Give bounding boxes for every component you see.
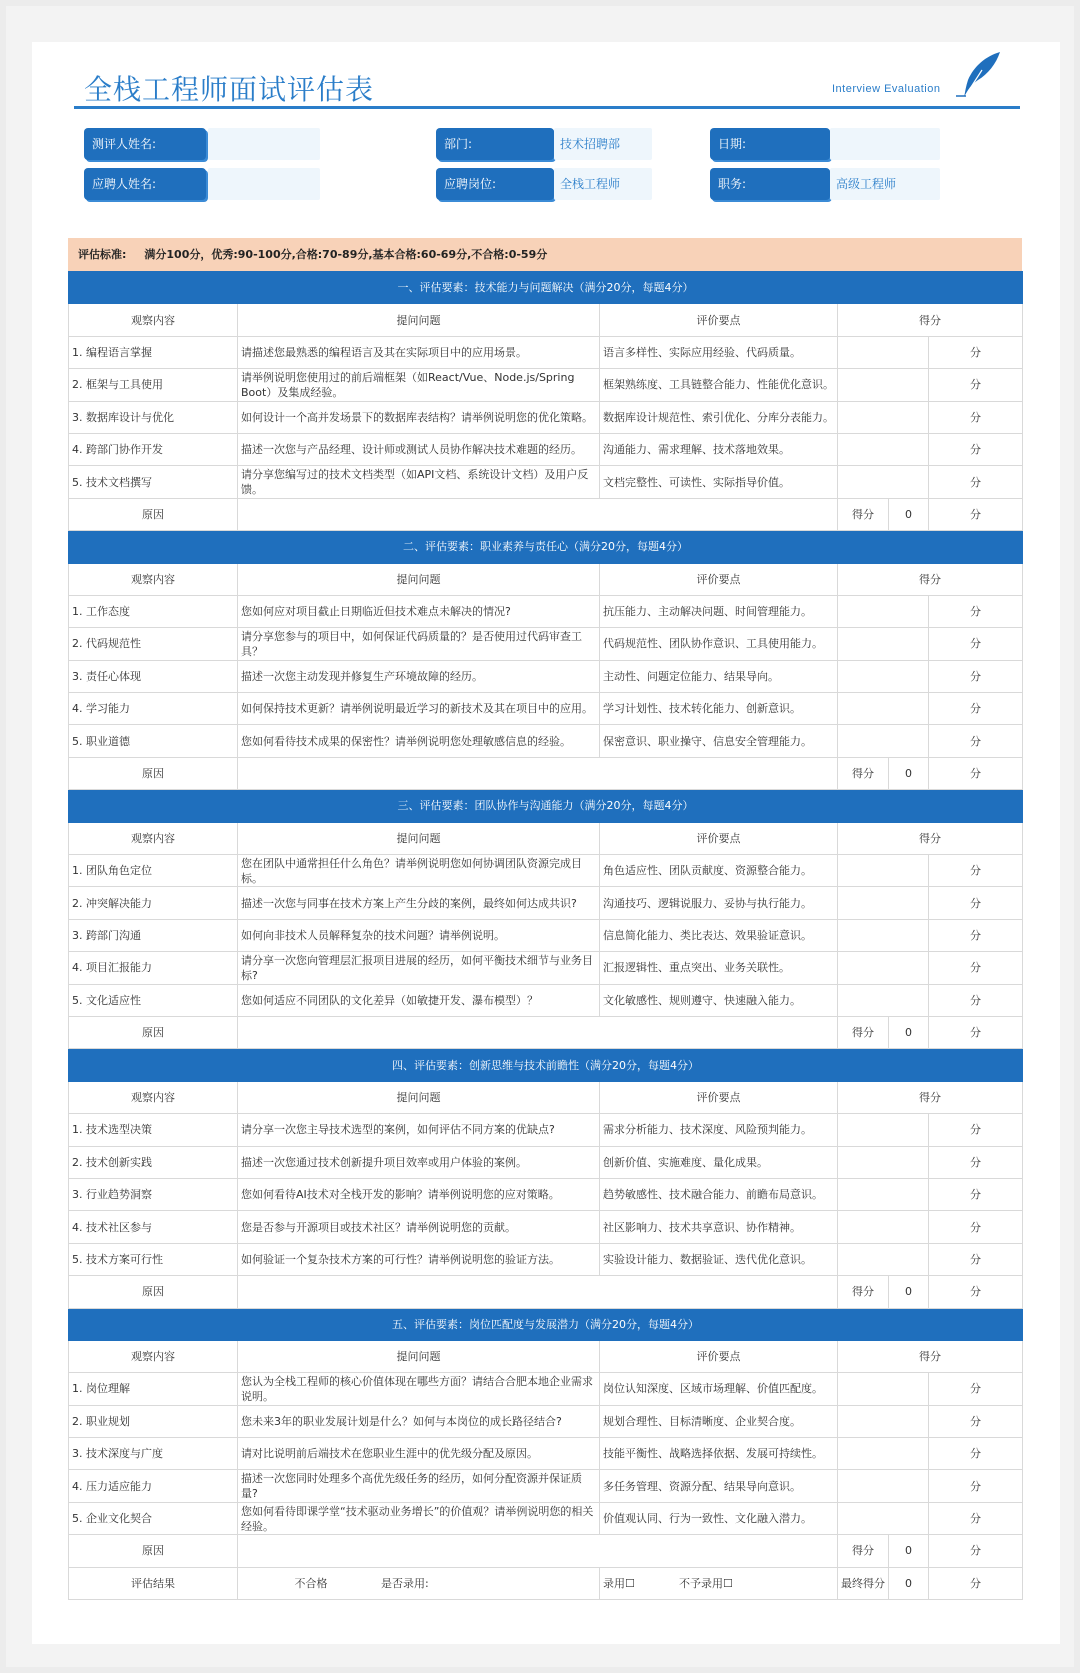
points-cell: 抗压能力、主动解决问题、时间管理能力。 <box>600 595 838 627</box>
candidate-label: 应聘人姓名: <box>84 168 206 200</box>
score-input-cell[interactable] <box>838 1470 929 1502</box>
score-input-cell[interactable] <box>838 887 929 919</box>
table-row <box>69 1502 1023 1534</box>
section-title: 四、评估要素：创新思维与技术前瞻性（满分20分，每题4分） <box>69 1049 1023 1081</box>
table-row <box>69 628 1023 660</box>
col-content-header: 观察内容 <box>69 304 238 336</box>
score-input-cell[interactable] <box>838 660 929 692</box>
score-unit: 分 <box>929 952 1023 984</box>
question-cell: 描述一次您主动发现并修复生产环境故障的经历。 <box>238 660 600 692</box>
col-score-header: 得分 <box>838 822 1023 854</box>
score-unit: 分 <box>929 1470 1023 1502</box>
col-points-header: 评价要点 <box>600 563 838 595</box>
table-row <box>69 660 1023 692</box>
question-cell: 您是否参与开源项目或技术社区？请举例说明您的贡献。 <box>238 1211 600 1243</box>
score-unit: 分 <box>929 725 1023 757</box>
col-content-header: 观察内容 <box>69 1340 238 1372</box>
score-unit: 分 <box>929 984 1023 1016</box>
hire-options <box>600 1567 838 1599</box>
question-cell: 请分享您参与的项目中，如何保证代码质量的？是否使用过代码审查工具？ <box>238 628 600 660</box>
question-cell: 您如何看待AI技术对全栈开发的影响？请举例说明您的应对策略。 <box>238 1178 600 1210</box>
table-row <box>69 369 1023 401</box>
points-cell: 文化敏感性、规则遵守、快速融入能力。 <box>600 984 838 1016</box>
points-cell: 创新价值、实施难度、量化成果。 <box>600 1146 838 1178</box>
score-input-cell[interactable] <box>838 1438 929 1470</box>
table-row <box>69 855 1023 887</box>
table-row <box>69 433 1023 465</box>
reason-row <box>69 1535 1023 1567</box>
reason-input[interactable] <box>238 498 838 530</box>
col-question-header: 提问问题 <box>238 304 600 336</box>
score-input-cell[interactable] <box>838 1178 929 1210</box>
score-input-cell[interactable] <box>838 725 929 757</box>
hire-yes-checkbox[interactable]: 录用☐ <box>603 1576 635 1590</box>
item-cell: 5. 文化适应性 <box>69 984 238 1016</box>
evaluation-table <box>68 271 1023 1600</box>
score-unit: 分 <box>929 1502 1023 1534</box>
col-question-header: 提问问题 <box>238 563 600 595</box>
points-cell: 价值观认同、行为一致性、文化融入潜力。 <box>600 1502 838 1534</box>
points-cell: 需求分析能力、技术深度、风险预判能力。 <box>600 1114 838 1146</box>
col-score-header: 得分 <box>838 563 1023 595</box>
question-cell: 如何设计一个高并发场景下的数据库表结构？请举例说明您的优化策略。 <box>238 401 600 433</box>
table-row <box>69 1405 1023 1437</box>
points-cell: 岗位认知深度、区域市场理解、价值匹配度。 <box>600 1373 838 1405</box>
item-cell: 3. 数据库设计与优化 <box>69 401 238 433</box>
subtotal-value: 0 <box>889 757 929 789</box>
col-score-header: 得分 <box>838 1081 1023 1113</box>
item-cell: 1. 技术选型决策 <box>69 1114 238 1146</box>
section-title: 三、评估要素：团队协作与沟通能力（满分20分，每题4分） <box>69 790 1023 822</box>
job-title-label: 职务: <box>710 168 830 200</box>
points-cell: 框架熟练度、工具链整合能力、性能优化意识。 <box>600 369 838 401</box>
question-cell: 您如何看待即课学堂“技术驱动业务增长”的价值观？请举例说明您的相关经验。 <box>238 1502 600 1534</box>
item-cell: 5. 技术文档撰写 <box>69 466 238 498</box>
item-cell: 4. 项目汇报能力 <box>69 952 238 984</box>
standard-label: 评估标准: <box>78 248 127 261</box>
score-unit: 分 <box>929 401 1023 433</box>
score-unit: 分 <box>929 919 1023 951</box>
item-cell: 1. 团队角色定位 <box>69 855 238 887</box>
subtotal-unit: 分 <box>929 1535 1023 1567</box>
position-field[interactable]: 全栈工程师 <box>554 168 652 200</box>
table-row <box>69 1243 1023 1275</box>
table-row <box>69 1114 1023 1146</box>
col-content-header: 观察内容 <box>69 563 238 595</box>
score-input-cell[interactable] <box>838 595 929 627</box>
score-unit: 分 <box>929 660 1023 692</box>
item-cell: 4. 学习能力 <box>69 693 238 725</box>
question-cell: 描述一次您与同事在技术方案上产生分歧的案例，最终如何达成共识? <box>238 887 600 919</box>
table-row <box>69 401 1023 433</box>
page-title: 全栈工程师面试评估表 <box>84 73 375 106</box>
points-cell: 学习计划性、技术转化能力、创新意识。 <box>600 693 838 725</box>
points-cell: 规划合理性、目标清晰度、企业契合度。 <box>600 1405 838 1437</box>
score-unit: 分 <box>929 1178 1023 1210</box>
col-score-header: 得分 <box>838 1340 1023 1372</box>
hire-label: 是否录用: <box>381 1576 429 1590</box>
feather-pen-icon <box>956 50 1002 100</box>
table-row <box>69 595 1023 627</box>
table-row <box>69 1211 1023 1243</box>
column-header-row <box>69 563 1023 595</box>
result-label: 评估结果 <box>69 1567 238 1599</box>
table-row <box>69 693 1023 725</box>
table-row <box>69 1146 1023 1178</box>
page-frame <box>6 6 1074 1667</box>
title-underline <box>74 106 1020 109</box>
final-score-unit: 分 <box>929 1567 1023 1599</box>
col-question-header: 提问问题 <box>238 822 600 854</box>
candidate-field[interactable] <box>208 168 320 200</box>
score-input-cell[interactable] <box>838 466 929 498</box>
column-header-row <box>69 1081 1023 1113</box>
question-cell: 如何向非技术人员解释复杂的技术问题？请举例说明。 <box>238 919 600 951</box>
reason-row <box>69 1016 1023 1048</box>
reason-label: 原因 <box>69 1276 238 1308</box>
section-header <box>69 1049 1023 1081</box>
column-header-row <box>69 822 1023 854</box>
reason-label: 原因 <box>69 757 238 789</box>
section-title: 五、评估要素：岗位匹配度与发展潜力（满分20分，每题4分） <box>69 1308 1023 1340</box>
subtotal-label: 得分 <box>838 757 889 789</box>
score-unit: 分 <box>929 628 1023 660</box>
table-row <box>69 466 1023 498</box>
col-question-header: 提问问题 <box>238 1081 600 1113</box>
subtotal-value: 0 <box>889 1016 929 1048</box>
item-cell: 5. 职业道德 <box>69 725 238 757</box>
score-input-cell[interactable] <box>838 1211 929 1243</box>
question-cell: 请描述您最熟悉的编程语言及其在实际项目中的应用场景。 <box>238 336 600 368</box>
column-header-row <box>69 1340 1023 1372</box>
table-row <box>69 1438 1023 1470</box>
section-title: 二、评估要素：职业素养与责任心（满分20分，每题4分） <box>69 531 1023 563</box>
score-input-cell[interactable] <box>838 401 929 433</box>
question-cell: 您如何看待技术成果的保密性？请举例说明您处理敏感信息的经验。 <box>238 725 600 757</box>
score-unit: 分 <box>929 693 1023 725</box>
score-input-cell[interactable] <box>838 433 929 465</box>
date-field[interactable] <box>830 128 940 160</box>
points-cell: 主动性、问题定位能力、结果导向。 <box>600 660 838 692</box>
col-points-header: 评价要点 <box>600 1081 838 1113</box>
table-row <box>69 984 1023 1016</box>
col-score-header: 得分 <box>838 304 1023 336</box>
item-cell: 3. 行业趋势洞察 <box>69 1178 238 1210</box>
reason-input[interactable] <box>238 1276 838 1308</box>
col-points-header: 评价要点 <box>600 304 838 336</box>
subtotal-label: 得分 <box>838 498 889 530</box>
col-points-header: 评价要点 <box>600 1340 838 1372</box>
question-cell: 请分享一次您向管理层汇报项目进展的经历，如何平衡技术细节与业务目标? <box>238 952 600 984</box>
final-score-value: 0 <box>889 1567 929 1599</box>
item-cell: 3. 跨部门沟通 <box>69 919 238 951</box>
evaluation-standard <box>68 238 1022 271</box>
score-input-cell[interactable] <box>838 1502 929 1534</box>
table-row <box>69 725 1023 757</box>
col-points-header: 评价要点 <box>600 822 838 854</box>
section-title: 一、评估要素：技术能力与问题解决（满分20分，每题4分） <box>69 272 1023 304</box>
item-cell: 2. 技术创新实践 <box>69 1146 238 1178</box>
item-cell: 2. 职业规划 <box>69 1405 238 1437</box>
score-input-cell[interactable] <box>838 369 929 401</box>
score-input-cell[interactable] <box>838 693 929 725</box>
evaluation-sheet <box>32 42 1060 1644</box>
question-cell: 描述一次您通过技术创新提升项目效率或用户体验的案例。 <box>238 1146 600 1178</box>
score-input-cell[interactable] <box>838 1114 929 1146</box>
question-cell: 请分享一次您主导技术选型的案例，如何评估不同方案的优缺点? <box>238 1114 600 1146</box>
question-cell: 您在团队中通常担任什么角色？请举例说明您如何协调团队资源完成目标。 <box>238 855 600 887</box>
question-cell: 如何验证一个复杂技术方案的可行性？请举例说明您的验证方法。 <box>238 1243 600 1275</box>
subtotal-label: 得分 <box>838 1276 889 1308</box>
question-cell: 请对比说明前后端技术在您职业生涯中的优先级分配及原因。 <box>238 1438 600 1470</box>
reason-row <box>69 498 1023 530</box>
points-cell: 保密意识、职业操守、信息安全管理能力。 <box>600 725 838 757</box>
result-row <box>69 1567 1023 1599</box>
reason-input[interactable] <box>238 757 838 789</box>
section-header <box>69 272 1023 304</box>
item-cell: 3. 责任心体现 <box>69 660 238 692</box>
question-cell: 请分享您编写过的技术文档类型（如API文档、系统设计文档）及用户反馈。 <box>238 466 600 498</box>
reason-label: 原因 <box>69 498 238 530</box>
item-cell: 4. 技术社区参与 <box>69 1211 238 1243</box>
score-input-cell[interactable] <box>838 919 929 951</box>
points-cell: 实验设计能力、数据验证、迭代优化意识。 <box>600 1243 838 1275</box>
section-header <box>69 790 1023 822</box>
points-cell: 汇报逻辑性、重点突出、业务关联性。 <box>600 952 838 984</box>
result-value: 不合格 <box>294 1576 328 1590</box>
item-cell: 1. 工作态度 <box>69 595 238 627</box>
score-unit: 分 <box>929 1373 1023 1405</box>
hire-no-checkbox[interactable]: 不予录用☐ <box>679 1576 733 1590</box>
score-unit: 分 <box>929 433 1023 465</box>
points-cell: 代码规范性、团队协作意识、工具使用能力。 <box>600 628 838 660</box>
subtotal-label: 得分 <box>838 1535 889 1567</box>
col-content-header: 观察内容 <box>69 1081 238 1113</box>
score-unit: 分 <box>929 466 1023 498</box>
table-row <box>69 336 1023 368</box>
evaluator-field[interactable] <box>208 128 320 160</box>
dept-field[interactable]: 技术招聘部 <box>554 128 652 160</box>
question-cell: 描述一次您同时处理多个高优先级任务的经历，如何分配资源并保证质量? <box>238 1470 600 1502</box>
points-cell: 技能平衡性、战略选择依据、发展可持续性。 <box>600 1438 838 1470</box>
score-unit: 分 <box>929 855 1023 887</box>
reason-input[interactable] <box>238 1016 838 1048</box>
item-cell: 5. 企业文化契合 <box>69 1502 238 1534</box>
reason-row <box>69 757 1023 789</box>
position-label: 应聘岗位: <box>436 168 554 200</box>
points-cell: 沟通技巧、逻辑说服力、妥协与执行能力。 <box>600 887 838 919</box>
result-cell <box>238 1567 600 1599</box>
table-row <box>69 1178 1023 1210</box>
page-subtitle: Interview Evaluation <box>832 83 941 95</box>
subtotal-value: 0 <box>889 1276 929 1308</box>
table-row <box>69 952 1023 984</box>
final-score-label: 最终得分 <box>838 1567 889 1599</box>
score-unit: 分 <box>929 595 1023 627</box>
score-input-cell[interactable] <box>838 628 929 660</box>
item-cell: 4. 压力适应能力 <box>69 1470 238 1502</box>
section-header <box>69 531 1023 563</box>
question-cell: 您如何应对项目截止日期临近但技术难点未解决的情况? <box>238 595 600 627</box>
score-input-cell[interactable] <box>838 336 929 368</box>
score-input-cell[interactable] <box>838 1243 929 1275</box>
points-cell: 语言多样性、实际应用经验、代码质量。 <box>600 336 838 368</box>
reason-label: 原因 <box>69 1535 238 1567</box>
item-cell: 2. 代码规范性 <box>69 628 238 660</box>
score-unit: 分 <box>929 369 1023 401</box>
evaluator-label: 测评人姓名: <box>84 128 206 160</box>
score-input-cell[interactable] <box>838 1405 929 1437</box>
points-cell: 数据库设计规范性、索引优化、分库分表能力。 <box>600 401 838 433</box>
score-unit: 分 <box>929 1438 1023 1470</box>
item-cell: 4. 跨部门协作开发 <box>69 433 238 465</box>
item-cell: 5. 技术方案可行性 <box>69 1243 238 1275</box>
reason-label: 原因 <box>69 1016 238 1048</box>
question-cell: 您未来3年的职业发展计划是什么？如何与本岗位的成长路径结合? <box>238 1405 600 1437</box>
section-header <box>69 1308 1023 1340</box>
points-cell: 社区影响力、技术共享意识、协作精神。 <box>600 1211 838 1243</box>
col-content-header: 观察内容 <box>69 822 238 854</box>
job-title-field[interactable]: 高级工程师 <box>830 168 940 200</box>
score-unit: 分 <box>929 336 1023 368</box>
points-cell: 文档完整性、可读性、实际指导价值。 <box>600 466 838 498</box>
subtotal-value: 0 <box>889 1535 929 1567</box>
question-cell: 请举例说明您使用过的前后端框架（如React/Vue、Node.js/Spring Boot）及集成经验。 <box>238 369 600 401</box>
points-cell: 角色适应性、团队贡献度、资源整合能力。 <box>600 855 838 887</box>
points-cell: 趋势敏感性、技术融合能力、前瞻布局意识。 <box>600 1178 838 1210</box>
score-unit: 分 <box>929 887 1023 919</box>
score-input-cell[interactable] <box>838 1146 929 1178</box>
item-cell: 2. 框架与工具使用 <box>69 369 238 401</box>
dept-label: 部门: <box>436 128 554 160</box>
subtotal-unit: 分 <box>929 1276 1023 1308</box>
subtotal-unit: 分 <box>929 498 1023 530</box>
table-row <box>69 887 1023 919</box>
reason-input[interactable] <box>238 1535 838 1567</box>
item-cell: 3. 技术深度与广度 <box>69 1438 238 1470</box>
score-unit: 分 <box>929 1146 1023 1178</box>
question-cell: 您如何适应不同团队的文化差异（如敏捷开发、瀑布模型）？ <box>238 984 600 1016</box>
reason-row <box>69 1276 1023 1308</box>
question-cell: 您认为全栈工程师的核心价值体现在哪些方面？请结合合肥本地企业需求说明。 <box>238 1373 600 1405</box>
score-input-cell[interactable] <box>838 984 929 1016</box>
score-input-cell[interactable] <box>838 855 929 887</box>
table-row <box>69 919 1023 951</box>
score-unit: 分 <box>929 1243 1023 1275</box>
item-cell: 1. 编程语言掌握 <box>69 336 238 368</box>
col-question-header: 提问问题 <box>238 1340 600 1372</box>
table-row <box>69 1470 1023 1502</box>
question-cell: 描述一次您与产品经理、设计师或测试人员协作解决技术难题的经历。 <box>238 433 600 465</box>
item-cell: 2. 冲突解决能力 <box>69 887 238 919</box>
score-unit: 分 <box>929 1114 1023 1146</box>
item-cell: 1. 岗位理解 <box>69 1373 238 1405</box>
subtotal-unit: 分 <box>929 1016 1023 1048</box>
score-unit: 分 <box>929 1405 1023 1437</box>
column-header-row <box>69 304 1023 336</box>
points-cell: 多任务管理、资源分配、结果导向意识。 <box>600 1470 838 1502</box>
points-cell: 沟通能力、需求理解、技术落地效果。 <box>600 433 838 465</box>
question-cell: 如何保持技术更新？请举例说明最近学习的新技术及其在项目中的应用。 <box>238 693 600 725</box>
points-cell: 信息简化能力、类比表达、效果验证意识。 <box>600 919 838 951</box>
table-row <box>69 1373 1023 1405</box>
standard-text: 满分100分，优秀:90-100分,合格:70-89分,基本合格:60-69分,不合格:0-59分 <box>144 248 548 261</box>
subtotal-value: 0 <box>889 498 929 530</box>
subtotal-unit: 分 <box>929 757 1023 789</box>
score-input-cell[interactable] <box>838 952 929 984</box>
subtotal-label: 得分 <box>838 1016 889 1048</box>
date-label: 日期: <box>710 128 830 160</box>
score-unit: 分 <box>929 1211 1023 1243</box>
score-input-cell[interactable] <box>838 1373 929 1405</box>
